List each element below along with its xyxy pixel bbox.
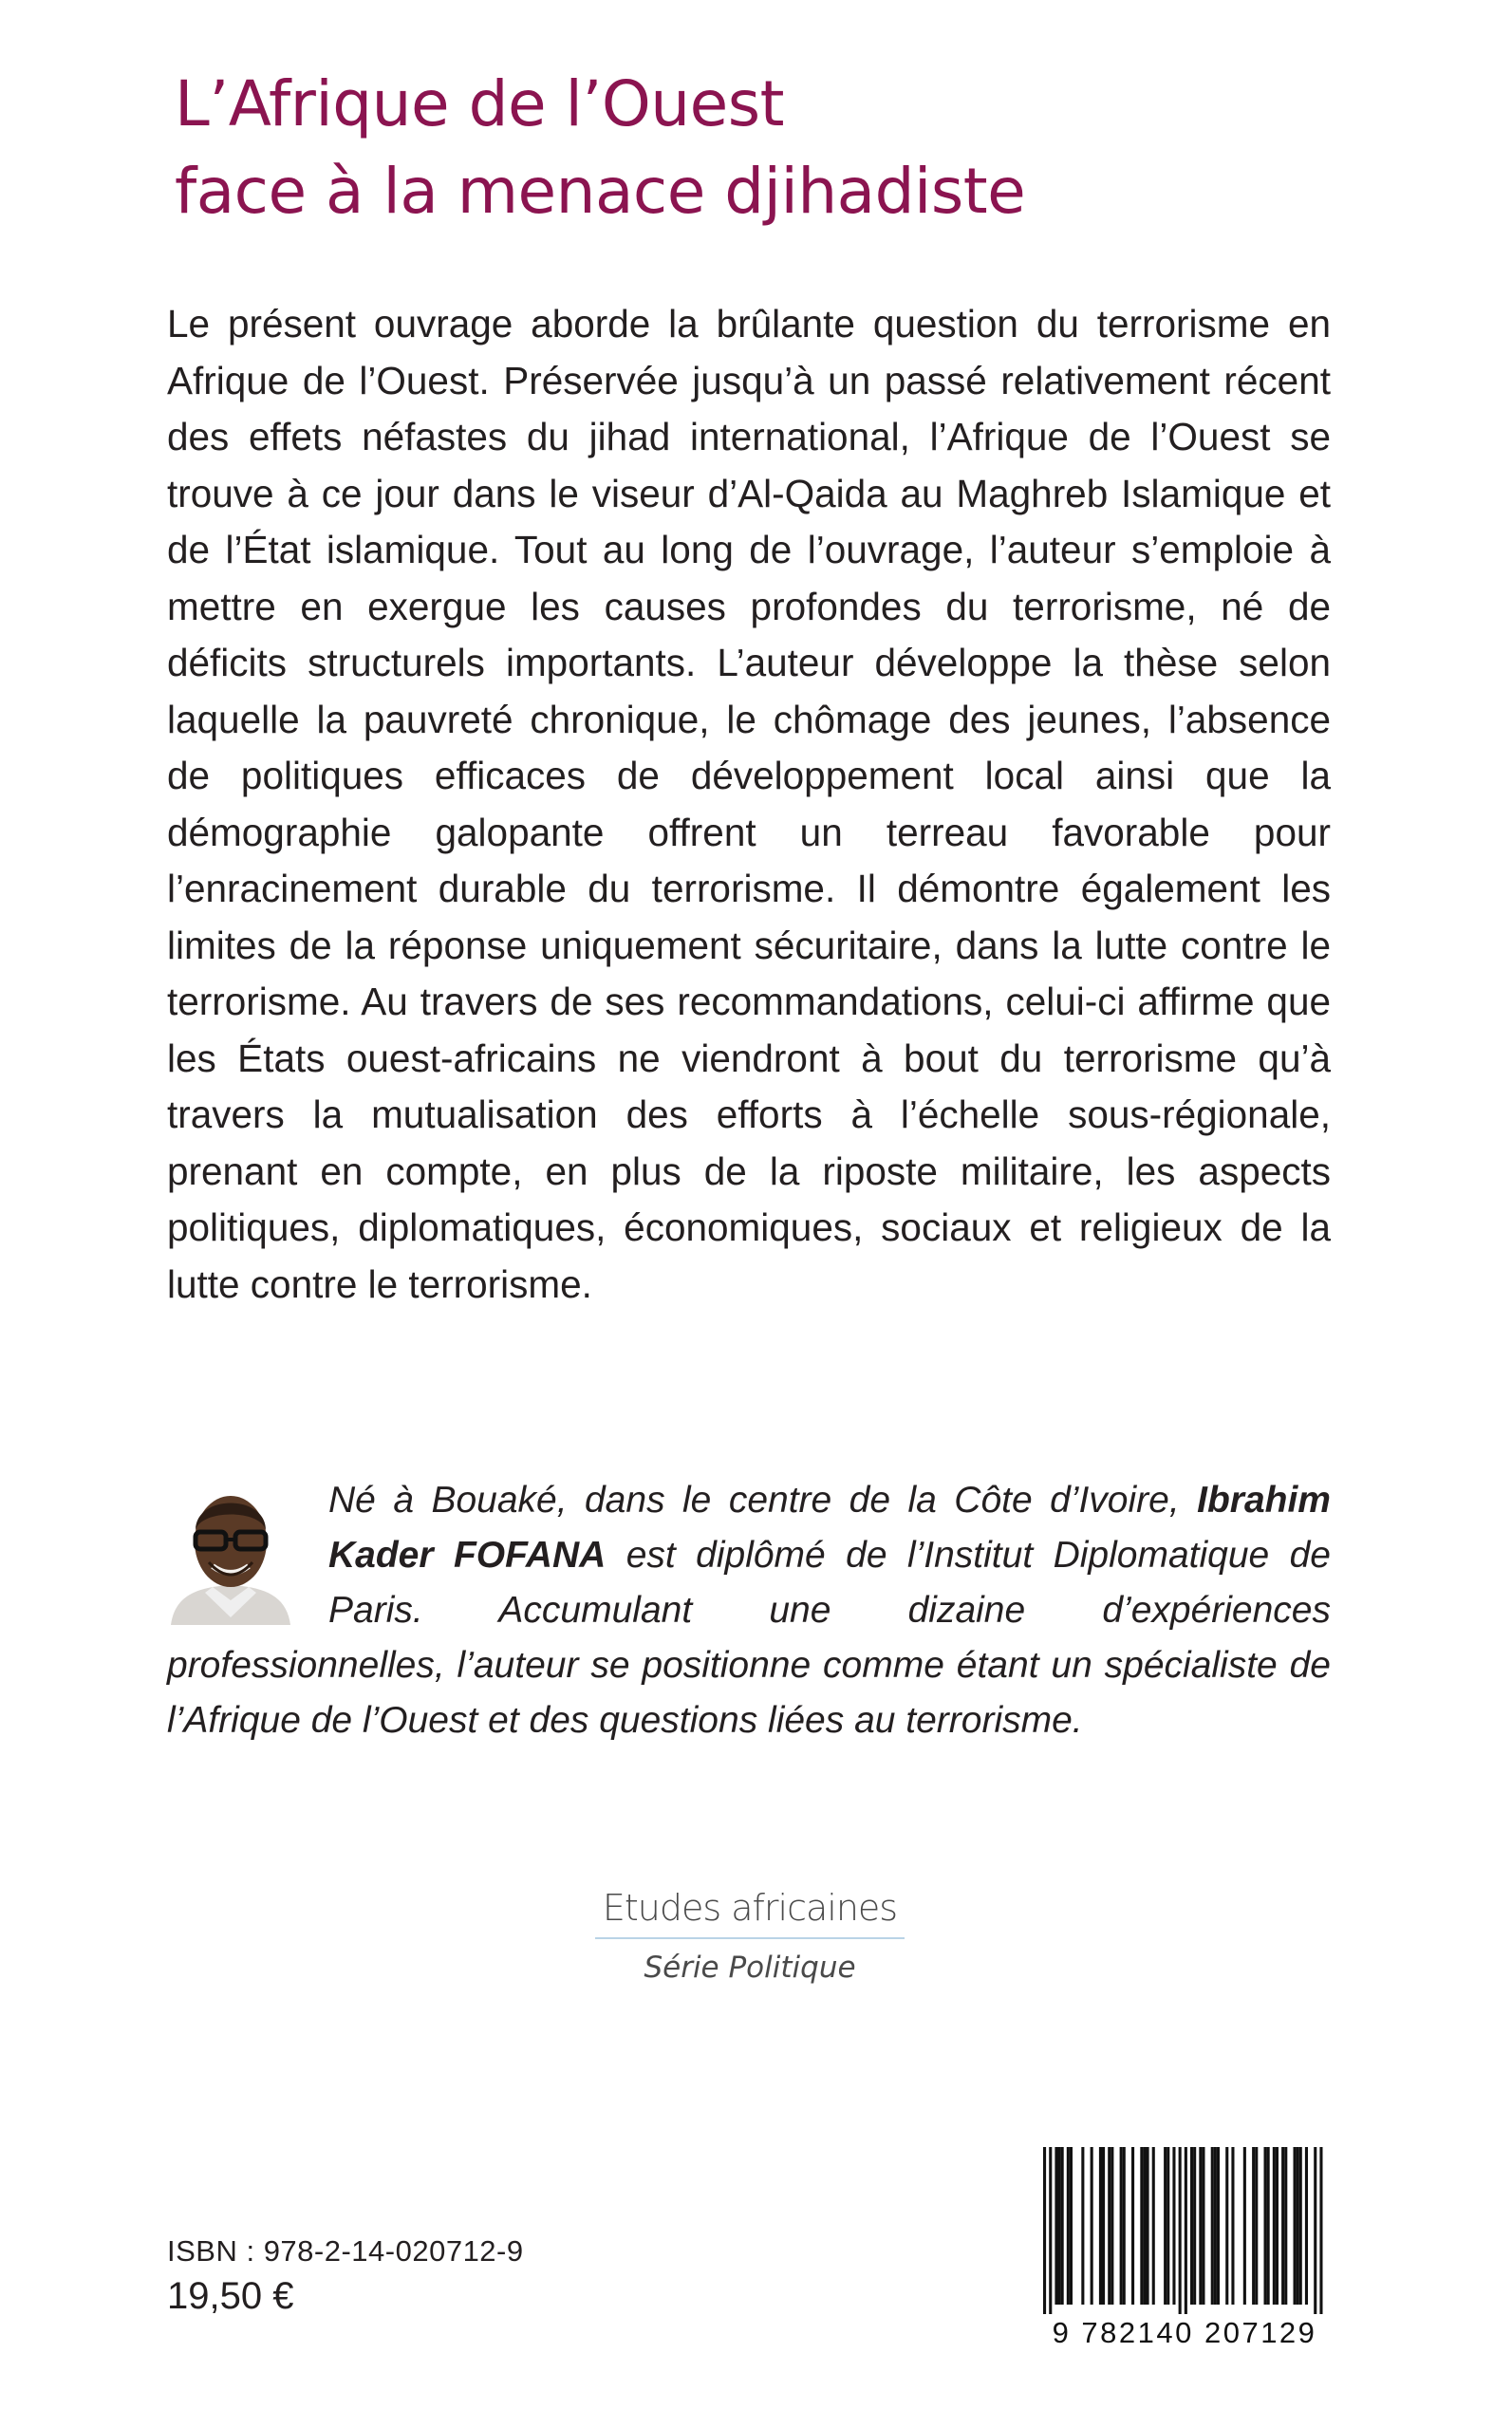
book-title-line-1: L’Afrique de l’Ouest (175, 67, 785, 140)
barcode-bar (1131, 2147, 1134, 2305)
barcode-bar (1043, 2147, 1046, 2314)
barcode-bar (1070, 2147, 1073, 2305)
barcode-bar (1281, 2147, 1284, 2305)
barcode-bar (1276, 2147, 1279, 2305)
barcode-bar (1319, 2147, 1322, 2314)
series-name: Etudes africaines (595, 1884, 905, 1939)
barcode-bar (1190, 2147, 1193, 2305)
barcode-bar (1264, 2147, 1267, 2305)
barcode-bar (1214, 2147, 1217, 2305)
barcode-bar (1273, 2147, 1276, 2305)
barcode-bar (1067, 2147, 1070, 2305)
series-block (532, 1884, 968, 1985)
barcode-bar (1120, 2147, 1123, 2305)
isbn: ISBN : 978-2-14-020712-9 (167, 2234, 524, 2268)
barcode-bar (1108, 2147, 1111, 2305)
barcode-bar (1091, 2147, 1093, 2305)
series-subtitle: Série Politique (644, 1951, 856, 1985)
barcode-bar (1193, 2147, 1196, 2305)
author-bio (167, 1473, 1331, 1748)
barcode-bar (1172, 2147, 1175, 2305)
author-bio-intro: Né à Bouaké, dans le centre de la Côte d’Ivoire, (328, 1480, 1198, 1521)
barcode-bar (1111, 2147, 1113, 2305)
barcode-bar (1199, 2147, 1202, 2305)
author-photo-spacer (167, 1473, 328, 1633)
barcode-bar (1081, 2147, 1084, 2305)
book-title-line-2: face à la menace djihadiste (175, 155, 1026, 228)
barcode-bar (1123, 2147, 1126, 2305)
barcode-bar (1243, 2147, 1246, 2305)
barcode-bar (1102, 2147, 1105, 2305)
author-name: Ibrahim Kader FOFANA (328, 1480, 1331, 1576)
barcode-number: 9 782140 207129 (1052, 2316, 1317, 2349)
barcode-bar (1147, 2147, 1149, 2305)
barcode-bar (1167, 2147, 1169, 2305)
barcode-bar (1143, 2147, 1146, 2305)
barcode-bar (1179, 2147, 1182, 2314)
barcode-bar (1217, 2147, 1220, 2305)
barcode-bar (1164, 2147, 1167, 2305)
barcode-bar (1297, 2147, 1299, 2305)
barcode-bar (1255, 2147, 1258, 2305)
barcode-bars (1037, 2147, 1332, 2314)
book-title (175, 61, 1361, 235)
barcode-bar (1152, 2147, 1155, 2305)
barcode-bar (1061, 2147, 1064, 2305)
barcode-bar (1055, 2147, 1057, 2305)
author-bio-rest: est diplômé de l’Institut Diplomatique de Paris. Accumulant une dizaine d’expériences professionnelles, l’auteur se positionne comme étant un spécialiste de l’Afrique de l’Ouest et des questions liées au terrorisme. (167, 1535, 1332, 1741)
barcode-bar (1314, 2147, 1316, 2314)
barcode-bar (1049, 2147, 1052, 2314)
barcode-bar (1185, 2147, 1187, 2314)
barcode-bar (1267, 2147, 1270, 2305)
barcode-bar (1140, 2147, 1143, 2305)
book-summary: Le présent ouvrage aborde la brûlante question du terrorisme en Afrique de l’Ouest. Préservée jusqu’à un passé relativement récent des effets néfastes du jihad international, l’Afrique de l’Ouest se trouve à ce jour dans le viseur d’Al-Qaida au Maghreb Islamique et de l’État islamique. Tout au long de l’ouvrage, l’auteur s’emploie à mettre en exergue les causes profondes du terrorisme, né de déficits structurels importants. L’auteur développe la thèse selon laquelle la pauvreté chronique, le chômage des jeunes, l’absence de politiques efficaces de développement local ainsi que la démographie galopante offrent un terreau favorable pour l’enracinement durable du terrorisme. Il démontre également les limites de la réponse uniquement sécuritaire, dans la lutte contre le terrorisme. Au travers de ses recommandations, celui-ci affirme que les États ouest-africains ne viendront à bout du terrorisme qu’à travers la mutualisation des efforts à l’échelle sous-régionale, prenant en compte, en plus de la riposte militaire, les aspects politiques, diplomatiques, économiques, sociaux et religieux de la lutte contre le terrorisme. (167, 302, 1331, 1306)
barcode-bar (1231, 2147, 1234, 2305)
price: 19,50 € (167, 2275, 294, 2317)
barcode (1037, 2147, 1332, 2356)
barcode-bar (1225, 2147, 1228, 2305)
barcode-bar (1058, 2147, 1061, 2305)
barcode-bar (1299, 2147, 1302, 2305)
barcode-bar (1305, 2147, 1308, 2305)
barcode-bar (1284, 2147, 1287, 2305)
barcode-bar (1211, 2147, 1214, 2305)
barcode-bar (1252, 2147, 1255, 2305)
barcode-bar (1294, 2147, 1297, 2305)
barcode-bar (1202, 2147, 1204, 2305)
barcode-bar (1099, 2147, 1102, 2305)
